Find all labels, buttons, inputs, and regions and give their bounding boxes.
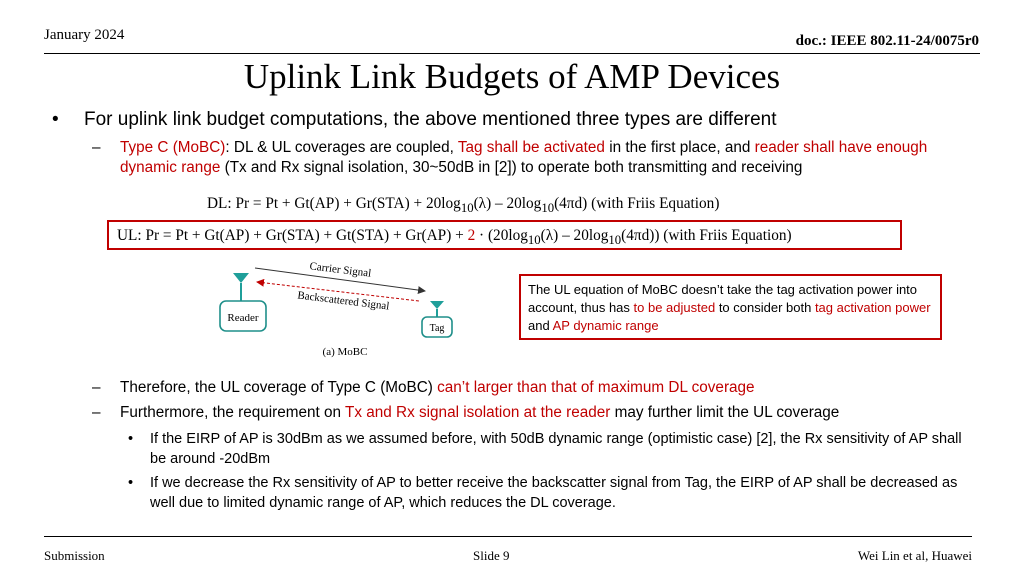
slide-title: Uplink Link Budgets of AMP Devices xyxy=(243,57,781,96)
reader-antenna-icon xyxy=(233,273,249,301)
dash-symbol: – xyxy=(92,139,101,156)
mobc-figure xyxy=(205,255,495,365)
dash-symbol: – xyxy=(92,404,101,421)
coverage-highlight: can’t larger than that of maximum DL coverage xyxy=(437,379,755,396)
tag-label: Tag xyxy=(429,323,445,334)
text-segment: in the first place, and xyxy=(604,139,755,156)
reader-label: Reader xyxy=(227,312,259,324)
text-segment: : DL & UL coverages are coupled, xyxy=(225,139,458,156)
text-segment: Furthermore, the requirement on xyxy=(120,404,346,421)
adjusted-highlight: to be adjusted xyxy=(633,300,716,315)
eq-segment: (λ) – 20log xyxy=(540,227,609,244)
tag-activated-highlight: Tag shall be activated xyxy=(457,139,605,156)
dynamic-range-highlight: reader shall have enough dynamic range xyxy=(120,139,928,176)
eq-segment: (λ) – 20log xyxy=(473,195,542,212)
figure-caption: (a) MoBC xyxy=(322,346,368,358)
text-segment: may further limit the UL coverage xyxy=(610,404,840,421)
dl-equation xyxy=(207,195,719,216)
bullet-main-text: For uplink link budget computations, the above mentioned three types are different xyxy=(84,109,777,130)
type-c-label: Type C (MoBC) xyxy=(120,139,226,156)
text-segment: The UL equation of MoBC doesn’t take the tag activation power into account, thus has xyxy=(528,282,918,315)
ul-equation xyxy=(117,227,792,248)
sub-bullet-therefore-text xyxy=(120,378,755,398)
ap-range-highlight: AP dynamic range xyxy=(552,318,659,333)
eq-segment: · (20log xyxy=(475,227,528,244)
eq-segment: (4πd)) (with Friis Equation) xyxy=(621,227,792,244)
sub-bullet-type-c-text xyxy=(120,138,982,178)
bullet-symbol: • xyxy=(128,431,134,447)
footer-submission: Submission xyxy=(44,548,105,563)
header-date: January 2024 xyxy=(44,27,125,43)
isolation-highlight: Tx and Rx signal isolation at the reader xyxy=(345,404,611,421)
eq-segment: UL: Pr = Pt + Gt(AP) + Gr(STA) + Gt(STA) + Gr(AP) + xyxy=(117,227,468,244)
backscatter-label: Backscattered Signal xyxy=(296,289,391,313)
header-divider xyxy=(44,53,980,54)
footer-authors: Wei Lin et al, Huawei xyxy=(857,548,972,563)
eq-subscript: 10 xyxy=(541,201,555,216)
text-segment: to consider both xyxy=(715,300,815,315)
footer-slide-number: Slide 9 xyxy=(473,548,510,563)
eq-subscript: 10 xyxy=(527,233,541,248)
text-segment: (Tx and Rx signal isolation, 30~50dB in [2]) to operate both transmitting and receiving xyxy=(220,159,803,176)
eq-subscript: 10 xyxy=(608,233,622,248)
footer-divider xyxy=(44,536,972,537)
sub-bullet-furthermore-text xyxy=(120,403,839,423)
text-segment: Therefore, the UL coverage of Type C (MoBC) xyxy=(120,379,438,396)
eq-factor-two: 2 xyxy=(467,227,476,244)
tag-power-highlight: tag activation power xyxy=(814,300,931,315)
dot-bullet-eirp-text: If the EIRP of AP is 30dBm as we assumed before, with 50dB dynamic range (optimistic case) [2], the Rx sensitivity of AP shall be around -20dBm xyxy=(150,431,962,467)
dash-symbol: – xyxy=(92,379,101,396)
bullet-symbol: • xyxy=(52,109,59,130)
eq-segment: (4πd) (with Friis Equation) xyxy=(554,195,720,212)
eq-subscript: 10 xyxy=(460,201,474,216)
tag-antenna-icon xyxy=(430,301,444,317)
text-segment: and xyxy=(528,318,553,333)
eq-segment: DL: Pr = Pt + Gt(AP) + Gr(STA) + 20log xyxy=(207,195,461,212)
carrier-label: Carrier Signal xyxy=(308,260,372,280)
note-text xyxy=(528,281,938,335)
header-doc-id: doc.: IEEE 802.11-24/0075r0 xyxy=(795,33,979,49)
dot-bullet-sensitivity-text: If we decrease the Rx sensitivity of AP to better receive the backscatter signal from Tag, the EIRP of AP shall be decreased as well due to limited dynamic range of AP, which reduces the DL coverage. xyxy=(150,475,958,511)
bullet-symbol: • xyxy=(128,475,134,491)
